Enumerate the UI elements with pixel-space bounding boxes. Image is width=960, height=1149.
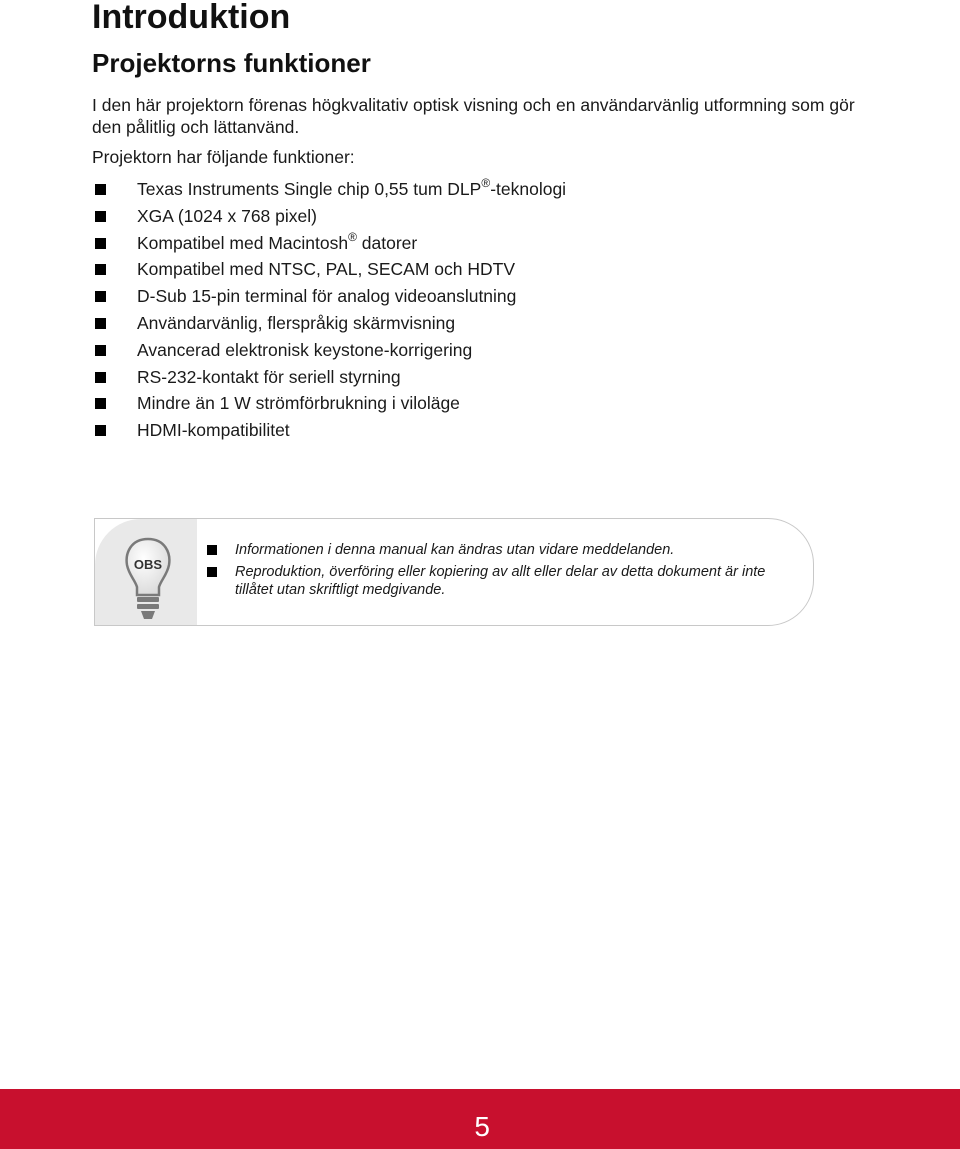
note-box: [94, 518, 814, 626]
feature-item: Mindre än 1 W strömförbrukning i viloläge: [92, 390, 566, 417]
feature-item: Kompatibel med Macintosh® datorer: [92, 230, 566, 257]
square-bullet-icon: [207, 567, 217, 577]
square-bullet-icon: [95, 345, 106, 356]
feature-item: XGA (1024 x 768 pixel): [92, 203, 566, 230]
square-bullet-icon: [95, 318, 106, 329]
note-item: Informationen i denna manual kan ändras utan vidare meddelanden.: [207, 541, 807, 559]
square-bullet-icon: [95, 398, 106, 409]
page-heading: Introduktion: [92, 0, 291, 36]
square-bullet-icon: [95, 264, 106, 275]
feature-item: Avancerad elektronisk keystone-korrigering: [92, 337, 566, 364]
square-bullet-icon: [95, 291, 106, 302]
features-lead: Projektorn har följande funktioner:: [92, 147, 355, 167]
feature-item: RS-232-kontakt för seriell styrning: [92, 364, 566, 391]
square-bullet-icon: [95, 184, 106, 195]
feature-item: HDMI-kompatibilitet: [92, 417, 566, 444]
note-list: [207, 541, 807, 603]
page-footer: [0, 1089, 960, 1149]
note-icon-panel: [95, 519, 197, 625]
page-number: 5: [474, 1111, 490, 1142]
square-bullet-icon: [207, 545, 217, 555]
feature-item: D-Sub 15-pin terminal för analog videoanslutning: [92, 283, 566, 310]
features-list: [92, 176, 566, 444]
lightbulb-icon: [121, 525, 175, 623]
feature-item: Texas Instruments Single chip 0,55 tum DLP®-teknologi: [92, 176, 566, 203]
square-bullet-icon: [95, 238, 106, 249]
intro-paragraph: I den här projektorn förenas högkvalitativ optisk visning och en användarvänlig utformning som gör den pålitlig och lättanvänd.: [92, 95, 855, 137]
square-bullet-icon: [95, 372, 106, 383]
square-bullet-icon: [95, 211, 106, 222]
section-heading: Projektorns funktioner: [92, 48, 371, 78]
feature-item: Användarvänlig, flerspråkig skärmvisning: [92, 310, 566, 337]
feature-item: Kompatibel med NTSC, PAL, SECAM och HDTV: [92, 256, 566, 283]
square-bullet-icon: [95, 425, 106, 436]
note-icon-label: OBS: [133, 557, 163, 572]
note-item: Reproduktion, överföring eller kopiering av allt eller delar av detta dokument är inte tillåtet utan skriftligt medgivande.: [207, 563, 807, 599]
